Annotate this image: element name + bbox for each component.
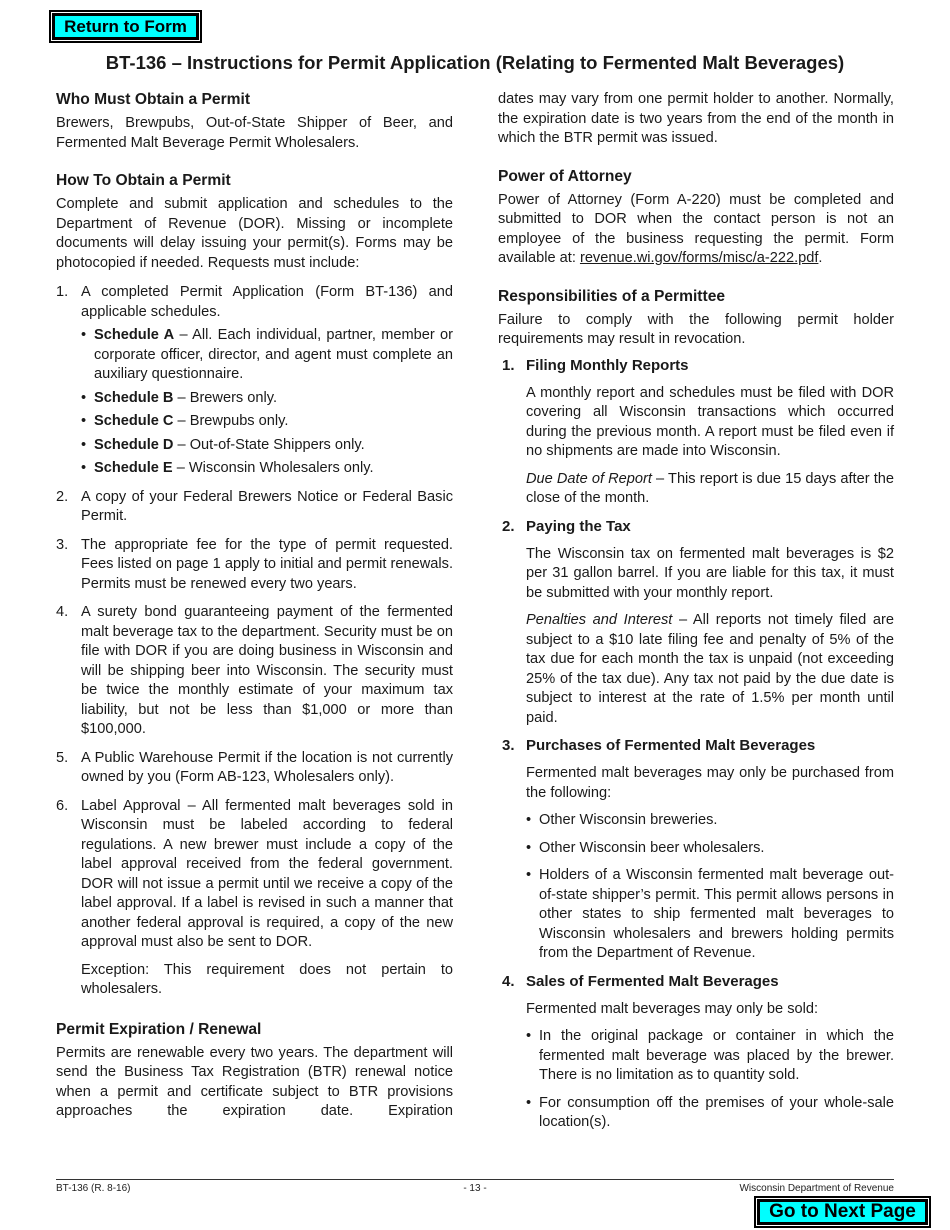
resp-item: [498, 356, 894, 509]
resp-number: 4.: [502, 972, 515, 990]
poa-body: Power of Attorney (Form A-220) must be completed and submitted to DOR when the contact person is not an employee of the business requesting the permit. Form available at:: [498, 191, 894, 266]
responsibilities-section: [498, 287, 894, 1133]
footer-divider: [56, 1179, 894, 1180]
list-item: • In the original package or container in which the fermented malt beverage was placed by the brewer. There is no limitation as to quantity sold.: [526, 1027, 894, 1086]
resp-heading: Responsibilities of a Permittee: [498, 287, 726, 305]
resp-para: Fermented malt beverages may only be purchased from the following:: [526, 765, 894, 801]
schedules-list: [81, 326, 453, 479]
list-item: [56, 797, 453, 1000]
expiration-text-continued: dates may vary from one permit holder to another. Normally, the expiration date is two years from the end of the month in which the BTR permit was issued.: [498, 91, 894, 146]
resp-para-label: Due Date of Report: [526, 470, 652, 487]
who-section: [56, 90, 453, 153]
resp-title: Sales of Fermented Malt Beverages: [526, 972, 779, 990]
item-number: 4.: [56, 604, 69, 620]
schedule-label: Schedule A: [94, 327, 175, 343]
left-column: [56, 90, 453, 1140]
sales-rules-list: [526, 1027, 894, 1133]
schedule-item: [81, 412, 453, 432]
poa-text: [498, 191, 894, 269]
resp-para: [526, 470, 894, 509]
expiration-text: Permits are renewable every two years. The department will send the Business Tax Registration (BTR) renewal notice when a permit and certificate subject to BTR provisions approaches the expiration date. Expiration: [56, 1044, 453, 1119]
footer-page-number: - 13 -: [463, 1183, 487, 1194]
expiration-heading: Permit Expiration / Renewal: [56, 1020, 262, 1038]
resp-number: 2.: [502, 517, 515, 535]
item-text: A completed Permit Application (Form BT-136) and applicable schedules.: [81, 284, 453, 320]
item-text: A copy of your Federal Brewers Notice or Federal Basic Permit.: [81, 488, 453, 524]
resp-para: [526, 611, 894, 728]
resp-number: 1.: [502, 356, 515, 374]
footer-agency: Wisconsin Department of Revenue: [739, 1183, 894, 1194]
list-item: [56, 536, 453, 595]
schedule-item: [81, 389, 453, 409]
resp-para: The Wisconsin tax on fermented malt beverages is $2 per 31 gallon barrel. If you are liable for this tax, it must be submitted with your monthly report.: [526, 545, 894, 601]
who-heading: Who Must Obtain a Permit: [56, 91, 251, 108]
resp-para: Fermented malt beverages may only be sold:: [526, 1000, 819, 1017]
responsibilities-list: [498, 356, 894, 1133]
resp-para: A monthly report and schedules must be filed with DOR covering all Wisconsin transactions which occurred during the previous month. A report must be filed even if no shipments are made into Wisconsin.: [526, 384, 894, 459]
resp-para-label: Penalties and Interest: [526, 612, 673, 628]
resp-title: Paying the Tax: [526, 517, 631, 535]
list-item: • Holders of a Wisconsin fermented malt beverage out-of-state shipper’s permit. This permit allows persons in other states to ship fermented malt beverages to Wisconsin wholesalers and brewers holding permits from the Department of Revenue.: [526, 866, 894, 964]
return-to-form-button[interactable]: Return to Form: [52, 13, 199, 40]
list-item: • For consumption off the premises of your whole-sale location(s).: [526, 1094, 894, 1133]
schedule-item: [81, 459, 453, 479]
resp-title: Filing Monthly Reports: [526, 356, 689, 374]
schedule-text: – Wisconsin Wholesalers only.: [172, 460, 374, 476]
schedule-label: Schedule C: [94, 413, 174, 429]
item-number: 3.: [56, 536, 69, 553]
expiration-section: [56, 1020, 453, 1122]
schedule-text: – Brewpubs only.: [173, 413, 289, 429]
resp-intro: Failure to comply with the following permit holder requirements may result in revocation.: [498, 311, 894, 347]
resp-item: [498, 736, 894, 964]
schedule-text: – All. Each individual, partner, member or corporate officer, director, and agent must complete an auxiliary questionnaire.: [94, 327, 454, 382]
item-number: 5.: [56, 749, 69, 766]
resp-item: [498, 972, 894, 1133]
page-title: BT-136 – Instructions for Permit Application (Relating to Fermented Malt Beverages): [105, 52, 845, 73]
resp-para-text: – This report is due 15 days after the close of the month.: [526, 470, 894, 506]
how-heading: How To Obtain a Permit: [56, 172, 231, 189]
how-intro: Complete and submit application and schedules to the Department of Revenue (DOR). Missing or incomplete documents will delay issuing your permit(s). Forms may be photocopied if needed. Requests must include:: [56, 196, 453, 271]
poa-period: .: [818, 250, 823, 266]
expiration-continued: [498, 90, 894, 149]
resp-para-text: – All reports not timely filed are subject to a $10 late filing fee and penalty of 5% of the tax due for each month the tax is unpaid (not exceeding 25% of the tax due). Any tax not paid by the due date is subject to interest at the rate of 1.5% per month until paid.: [526, 612, 894, 726]
item-text: A surety bond guaranteeing payment of the fermented malt beverage tax to the department. Security must be on file with DOR if you are doing business in Wisconsin and will be shipping beer into Wisconsin. The security must be twice the monthly estimate of your maximum tax liability, but not be less than $1,000 or more than $100,000.: [81, 604, 453, 737]
list-item: • Other Wisconsin breweries.: [526, 811, 894, 831]
resp-number: 3.: [502, 737, 515, 754]
schedule-item: [81, 326, 453, 385]
item-text: Label Approval – All fermented malt beverages sold in Wisconsin must be labeled according to federal regulations. A new brewer must include a copy of the label approval received from the federal government. DOR will not issue a permit until we receive a copy of the label approval. If a label is revised in such a manner that another federal approval is required, a copy of the new approval must also be sent to DOR.: [81, 797, 453, 950]
schedule-item: [81, 436, 453, 456]
schedule-label: Schedule E: [94, 460, 173, 476]
list-item: [56, 488, 453, 527]
poa-form-link[interactable]: revenue.wi.gov/forms/misc/a-222.pdf: [579, 250, 819, 266]
item-number: 6.: [56, 797, 69, 814]
purchase-sources-list: [526, 811, 894, 964]
schedule-label: Schedule B: [94, 389, 174, 406]
schedule-text: – Out-of-State Shippers only.: [173, 436, 365, 453]
schedule-text: – Brewers only.: [173, 389, 278, 406]
list-item: [56, 603, 453, 740]
item-number: 2.: [56, 488, 69, 505]
power-of-attorney-section: [498, 167, 894, 269]
right-column: [498, 90, 894, 1151]
list-item: [56, 283, 453, 479]
item-text: The appropriate fee for the type of permit requested. Fees listed on page 1 apply to initial and permit renewals. Permits must be renewed every two years.: [81, 536, 453, 592]
item-number: 1.: [56, 284, 69, 300]
how-section: [56, 171, 453, 1000]
next-page-button[interactable]: Go to Next Page: [757, 1199, 928, 1225]
resp-item: [498, 517, 894, 729]
list-item: [56, 749, 453, 788]
item-text: A Public Warehouse Permit if the location is not currently owned by you (Form AB-123, Wholesalers only).: [81, 749, 453, 785]
schedule-label: Schedule D: [94, 436, 174, 453]
footer-form-id: BT-136 (R. 8-16): [56, 1183, 131, 1194]
who-text: Brewers, Brewpubs, Out-of-State Shipper of Beer, and Fermented Malt Beverage Permit Wholesalers.: [56, 115, 453, 151]
exception-text: Exception: This requirement does not pertain to wholesalers.: [81, 961, 453, 997]
resp-title: Purchases of Fermented Malt Beverages: [526, 737, 816, 754]
requirements-list: [56, 283, 453, 1000]
list-item: • Other Wisconsin beer wholesalers.: [526, 839, 894, 859]
poa-heading: Power of Attorney: [498, 167, 632, 185]
